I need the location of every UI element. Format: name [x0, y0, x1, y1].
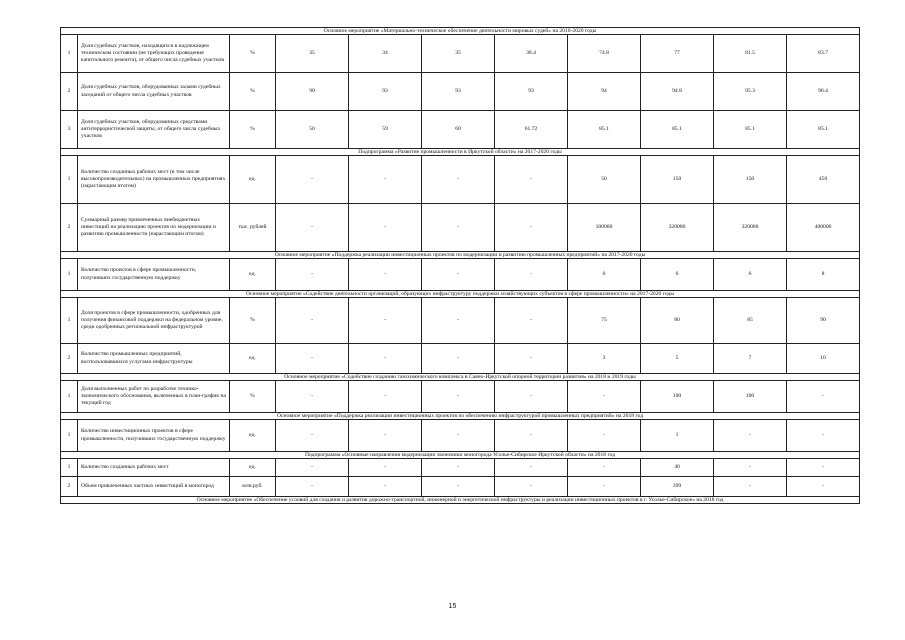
value-cell: 93: [422, 73, 495, 111]
value-cell: 3: [568, 344, 641, 374]
table-row: [61, 259, 860, 291]
value-cell: 94.8: [641, 73, 714, 111]
value-cell: 100: [641, 381, 714, 413]
section-header: [61, 28, 860, 35]
value-cell: -: [276, 420, 349, 452]
value-cell: -: [568, 477, 641, 497]
value-cell: -: [714, 459, 787, 477]
indicator-name: Количество созданных рабочих мест: [78, 459, 230, 477]
table-row: [61, 459, 860, 477]
value-cell: -: [422, 459, 495, 477]
value-cell: -: [349, 204, 422, 252]
value-cell: 150: [641, 156, 714, 204]
section-header: [61, 413, 860, 420]
value-cell: -: [349, 477, 422, 497]
row-number: 1: [61, 420, 78, 452]
unit-cell: %: [230, 111, 276, 149]
value-cell: 10: [787, 344, 860, 374]
unit-cell: ед.: [230, 156, 276, 204]
section-title: Основное мероприятие «Содействие созданию газохимического комплекса в Саяно-Иркутской опорной территории развития» на 2018 и 2019 годы: [61, 374, 860, 381]
unit-cell: ед.: [230, 420, 276, 452]
value-cell: -: [495, 344, 568, 374]
value-cell: 59: [349, 111, 422, 149]
value-cell: 93: [495, 73, 568, 111]
value-cell: -: [276, 259, 349, 291]
value-cell: 93: [349, 73, 422, 111]
value-cell: -: [349, 259, 422, 291]
value-cell: 35: [276, 35, 349, 73]
value-cell: -: [495, 477, 568, 497]
unit-cell: тыс. рублей: [230, 204, 276, 252]
value-cell: 95.3: [714, 73, 787, 111]
value-cell: 399: [641, 477, 714, 497]
section-title: Основное мероприятие «Содействие деятельности организаций, образующих инфраструктуру поддержки хозяйствующих субъектов в сфере промышленности» на 2017-2020 годы: [61, 291, 860, 298]
value-cell: -: [276, 344, 349, 374]
value-cell: -: [422, 381, 495, 413]
row-number: 1: [61, 298, 78, 344]
table-row: [61, 420, 860, 452]
row-number: 1: [61, 35, 78, 73]
value-cell: -: [495, 204, 568, 252]
unit-cell: %: [230, 35, 276, 73]
unit-cell: ед.: [230, 344, 276, 374]
row-number: 2: [61, 73, 78, 111]
value-cell: -: [349, 298, 422, 344]
table-row: [61, 381, 860, 413]
row-number: 1: [61, 459, 78, 477]
value-cell: -: [495, 156, 568, 204]
value-cell: 81.5: [714, 35, 787, 73]
indicator-name: Доля судебных участков, оборудованных средствами антитеррористической защиты, от общего числа судебных участков: [78, 111, 230, 149]
unit-cell: ед.: [230, 459, 276, 477]
indicator-name: Количество инвестиционных проектов в сфере промышленности, получивших государственную поддержку: [78, 420, 230, 452]
table-row: [61, 35, 860, 73]
value-cell: 94: [568, 73, 641, 111]
indicator-name: Количество промышленных предприятий, воспользовавшихся услугами инфраструктуры: [78, 344, 230, 374]
value-cell: -: [349, 381, 422, 413]
value-cell: -: [422, 477, 495, 497]
value-cell: 50: [276, 111, 349, 149]
value-cell: 83.7: [787, 35, 860, 73]
value-cell: -: [495, 298, 568, 344]
value-cell: 85: [714, 298, 787, 344]
value-cell: 90: [787, 298, 860, 344]
value-cell: 85.1: [641, 111, 714, 149]
value-cell: -: [349, 156, 422, 204]
value-cell: 34: [349, 35, 422, 73]
unit-cell: ед.: [230, 259, 276, 291]
value-cell: -: [422, 259, 495, 291]
value-cell: -: [714, 420, 787, 452]
indicator-table: [60, 27, 860, 504]
value-cell: -: [422, 344, 495, 374]
row-number: 1: [61, 156, 78, 204]
value-cell: -: [276, 459, 349, 477]
value-cell: 400000: [787, 204, 860, 252]
value-cell: -: [495, 381, 568, 413]
value-cell: 450: [787, 156, 860, 204]
value-cell: -: [495, 259, 568, 291]
table-row: [61, 156, 860, 204]
page-number: 15: [448, 603, 457, 610]
value-cell: 6: [641, 259, 714, 291]
value-cell: 40: [641, 459, 714, 477]
indicator-name: Количество созданных рабочих мест (в том числе высокопроизводительных) на промышленных предприятиях (нарастающим итогом): [78, 156, 230, 204]
indicator-name: Доля проектов в сфере промышленности, одобренных для получения финансовой поддержки на федеральном уровне, среди одобренных региональной инфраструктурой: [78, 298, 230, 344]
value-cell: -: [495, 420, 568, 452]
section-title: Основное мероприятие «Поддержка реализации инвестиционных проектов по модернизации и развитию промышленных предприятий» на 2017-2020 годы: [61, 252, 860, 259]
value-cell: 150: [714, 156, 787, 204]
value-cell: -: [276, 477, 349, 497]
row-number: 1: [61, 259, 78, 291]
section-title: Подпрограмма «Основные направления модернизации экономики моногорода Усолье-Сибирское Иркутской области» на 2018 год: [61, 452, 860, 459]
unit-cell: %: [230, 298, 276, 344]
value-cell: 80: [641, 298, 714, 344]
value-cell: 85.1: [714, 111, 787, 149]
section-header: [61, 252, 860, 259]
value-cell: -: [495, 459, 568, 477]
indicator-name: Объем привлеченных частных инвестиций в моногород: [78, 477, 230, 497]
row-number: 2: [61, 204, 78, 252]
value-cell: 60: [422, 111, 495, 149]
section-header: [61, 452, 860, 459]
value-cell: 61.72: [495, 111, 568, 149]
value-cell: 320000: [641, 204, 714, 252]
indicator-name: Доля выполненных работ по разработке технико-экономического обоснования, включенных в план-график на текущий год: [78, 381, 230, 413]
value-cell: -: [276, 298, 349, 344]
section-header: [61, 497, 860, 504]
value-cell: 7: [714, 344, 787, 374]
indicator-name: Количество проектов в сфере промышленности, получивших государственную поддержку: [78, 259, 230, 291]
value-cell: 75: [568, 298, 641, 344]
row-number: 1: [61, 381, 78, 413]
value-cell: -: [422, 156, 495, 204]
unit-cell: %: [230, 381, 276, 413]
row-number: 3: [61, 111, 78, 149]
value-cell: -: [787, 477, 860, 497]
value-cell: 85.1: [568, 111, 641, 149]
table-row: [61, 344, 860, 374]
section-header: [61, 374, 860, 381]
value-cell: 6: [568, 259, 641, 291]
value-cell: 100: [714, 381, 787, 413]
indicator-table-sheet: [60, 27, 859, 504]
value-cell: -: [787, 420, 860, 452]
value-cell: 77: [641, 35, 714, 73]
value-cell: 74.8: [568, 35, 641, 73]
section-title: Основное мероприятие «Поддержка реализации инвестиционных проектов по обеспечению инфраструктурой промышленных предприятий» на 2018 год: [61, 413, 860, 420]
value-cell: 1: [641, 420, 714, 452]
row-number: 2: [61, 477, 78, 497]
indicator-name: Суммарный размер привлеченных внебюджетных инвестиций на реализацию проектов по модернизации и развитию промышленности (нарастающим итогом): [78, 204, 230, 252]
table-row: [61, 73, 860, 111]
value-cell: -: [714, 477, 787, 497]
row-number: 2: [61, 344, 78, 374]
value-cell: 320000: [714, 204, 787, 252]
value-cell: -: [568, 459, 641, 477]
section-title: Основное мероприятие «Материально-техническое обеспечение деятельности мировых судей» на 2016-2020 годы: [61, 28, 860, 35]
value-cell: 8: [787, 259, 860, 291]
indicator-name: Доля судебных участков, находящихся в надлежащем техническом состоянии (не требующих проведения капитального ремонта), от общего числа судебных участков: [78, 35, 230, 73]
value-cell: -: [349, 420, 422, 452]
value-cell: -: [568, 420, 641, 452]
table-row: [61, 204, 860, 252]
unit-cell: млн.руб.: [230, 477, 276, 497]
value-cell: 85.1: [787, 111, 860, 149]
section-header: [61, 149, 860, 156]
value-cell: -: [787, 459, 860, 477]
value-cell: -: [276, 156, 349, 204]
table-row: [61, 298, 860, 344]
value-cell: 38.4: [495, 35, 568, 73]
value-cell: 6: [714, 259, 787, 291]
table-row: [61, 477, 860, 497]
value-cell: 90: [276, 73, 349, 111]
value-cell: -: [276, 381, 349, 413]
section-header: [61, 291, 860, 298]
value-cell: 100000: [568, 204, 641, 252]
section-title: Основное мероприятие «Обеспечение условий для создания и развития дорожно-транспортной, инженерной и энергетической инфраструктуры и реализации инвестиционных проектов в г. Усолье-Сибирское» на 2018 год: [61, 497, 860, 504]
value-cell: -: [349, 459, 422, 477]
unit-cell: %: [230, 73, 276, 111]
value-cell: 35: [422, 35, 495, 73]
value-cell: -: [422, 204, 495, 252]
value-cell: -: [422, 298, 495, 344]
value-cell: 50: [568, 156, 641, 204]
value-cell: -: [276, 204, 349, 252]
value-cell: -: [422, 420, 495, 452]
value-cell: 5: [641, 344, 714, 374]
value-cell: 96.4: [787, 73, 860, 111]
value-cell: -: [568, 381, 641, 413]
value-cell: -: [787, 381, 860, 413]
indicator-name: Доля судебных участков, оборудованных залами судебных заседаний от общего числа судебных участков: [78, 73, 230, 111]
value-cell: -: [349, 344, 422, 374]
section-title: Подпрограмма «Развитие промышленности в Иркутской области» на 2017-2020 годы: [61, 149, 860, 156]
table-row: [61, 111, 860, 149]
